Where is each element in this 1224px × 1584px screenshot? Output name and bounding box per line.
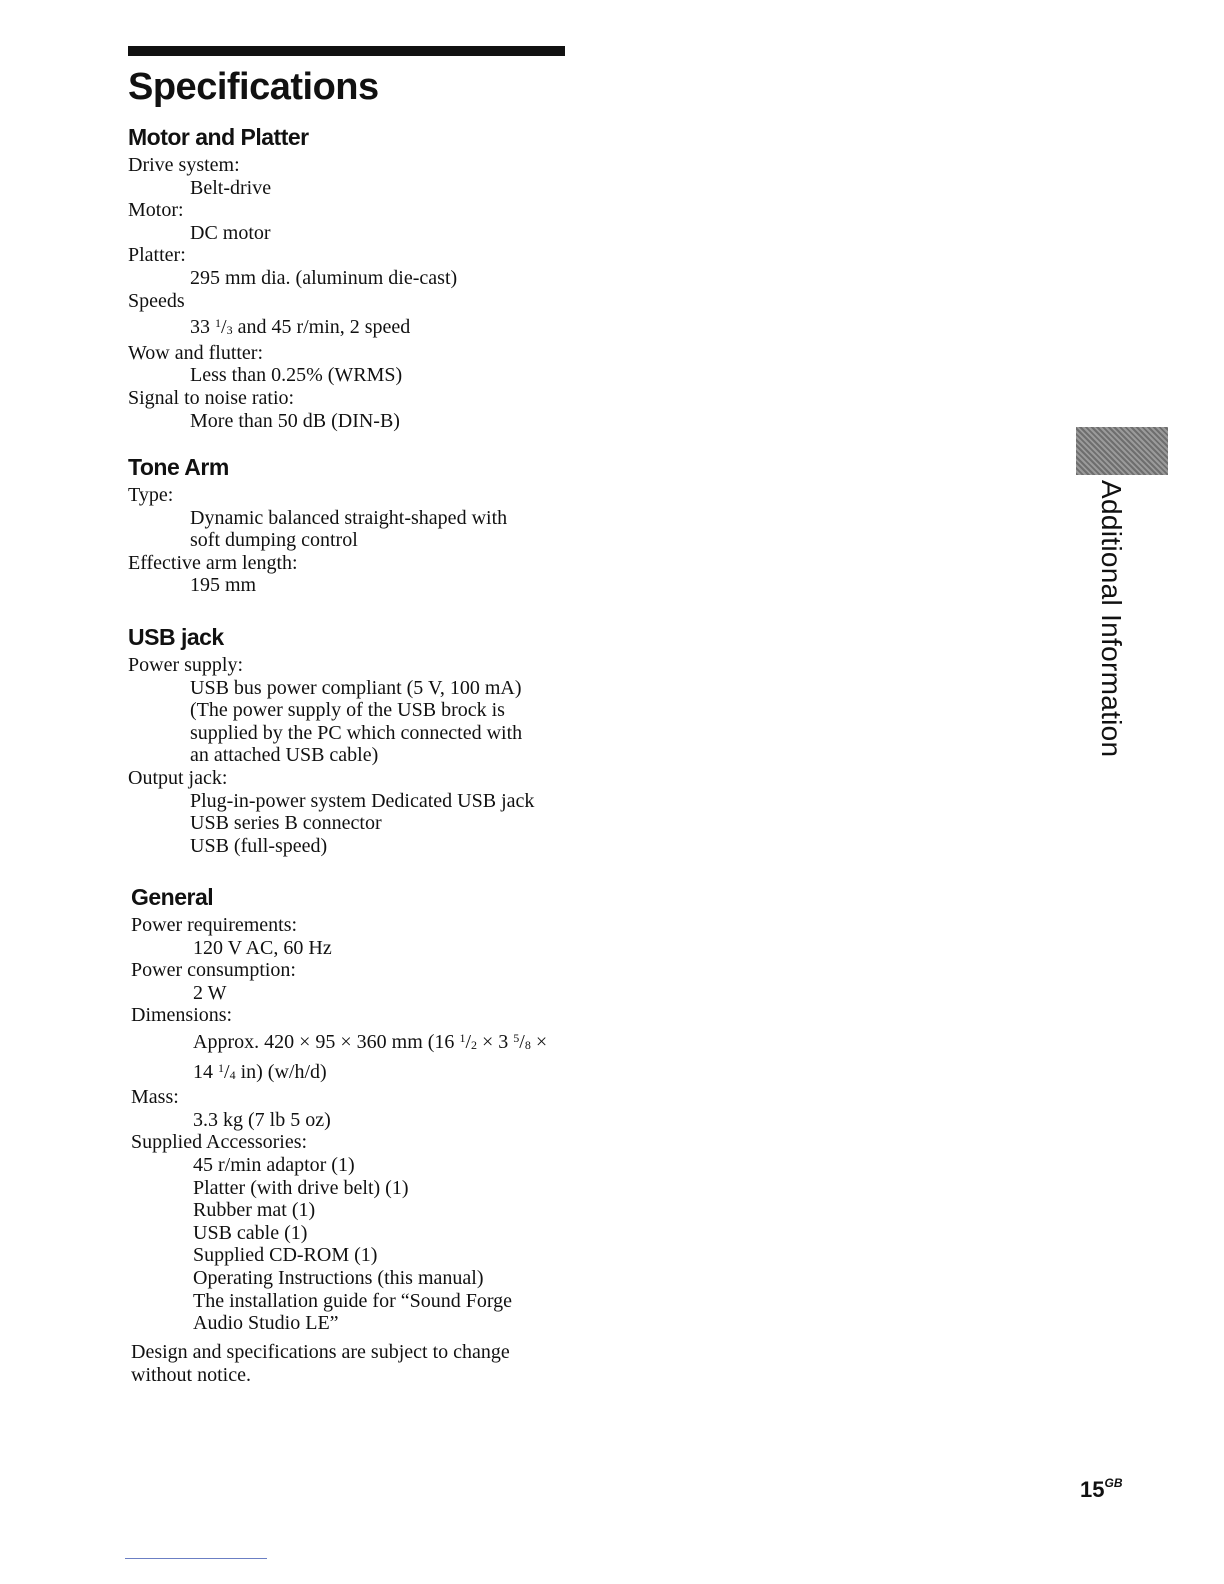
spec-label: Output jack: [128, 766, 228, 789]
value-part: × 3 [477, 1030, 514, 1053]
spec-label: Supplied Accessories: [131, 1131, 308, 1154]
spec-value: USB (full-speed) [190, 834, 328, 857]
page-title: Specifications [128, 66, 379, 108]
spec-label: Wow and flutter: [128, 341, 264, 364]
page-number-suffix: GB [1104, 1476, 1123, 1490]
spec-value: DC motor [190, 221, 271, 244]
spec-label: Mass: [131, 1086, 179, 1109]
section-general [131, 882, 601, 1335]
spec-value: 2 W [193, 981, 227, 1004]
value-part: and 45 r/min, 2 speed [232, 316, 411, 339]
page-number [1080, 1476, 1122, 1503]
spec-value: 120 V AC, 60 Hz [193, 936, 332, 959]
spec-label: Drive system: [128, 154, 240, 176]
disclaimer-note [131, 1341, 571, 1386]
spec-value: USB bus power compliant (5 V, 100 mA) [190, 676, 522, 699]
title-rule [128, 46, 565, 56]
page-number-value: 15 [1080, 1477, 1105, 1502]
fraction-denominator: 8 [524, 1037, 531, 1052]
fraction-denominator: 2 [471, 1037, 477, 1052]
value-part: 33 [190, 316, 215, 339]
section-heading: Tone Arm [128, 454, 229, 480]
side-tab-label: Additional Information [1096, 480, 1127, 758]
spec-label: Effective arm length: [128, 551, 298, 574]
spec-value: (The power supply of the USB brock is [190, 699, 505, 722]
value-part: in) (w/h/d) [235, 1060, 327, 1083]
section-tab-marker [1076, 427, 1168, 475]
spec-value: 295 mm dia. (aluminum die-cast) [190, 266, 458, 289]
spec-value: Plug-in-power system Dedicated USB jack [190, 789, 535, 812]
bottom-rule [125, 1558, 267, 1559]
section-heading: USB jack [128, 624, 224, 650]
section-heading: Motor and Platter [128, 124, 309, 150]
accessory-item: Audio Studio LE” [193, 1312, 339, 1335]
accessory-item: USB cable (1) [193, 1221, 308, 1244]
value-part: 14 [193, 1060, 218, 1083]
section-heading: General [131, 884, 214, 910]
spec-value: Dynamic balanced straight-shaped with [190, 506, 508, 529]
spec-label: Dimensions: [131, 1004, 233, 1027]
accessory-item: 45 r/min adaptor (1) [193, 1153, 355, 1176]
accessory-item: Rubber mat (1) [193, 1199, 316, 1222]
spec-value-dimensions: Approx. 420 × 95 × 360 mm (16 $^1$/2 × 3 $^5$/8 × [193, 1030, 548, 1053]
accessory-item: Supplied CD-ROM (1) [193, 1244, 378, 1267]
accessory-item: The installation guide for “Sound Forge [193, 1289, 513, 1312]
fraction-numerator: 1 [459, 1030, 466, 1045]
spec-label: Power supply: [128, 654, 243, 676]
accessory-item: Operating Instructions (this manual) [193, 1266, 484, 1289]
fraction-denominator: 4 [229, 1067, 236, 1082]
spec-label: Speeds [128, 289, 185, 312]
fraction-denominator: 3 [226, 323, 233, 338]
section-tone-arm [128, 452, 598, 597]
fraction-numerator: 1 [218, 1060, 224, 1075]
spec-value: supplied by the PC which connected with [190, 721, 523, 744]
spec-label: Type: [128, 484, 174, 506]
section-motor-and-platter [128, 122, 598, 432]
spec-label: Power requirements: [131, 914, 298, 936]
value-part: × [530, 1030, 548, 1053]
spec-value: soft dumping control [190, 529, 358, 552]
spec-label: Platter: [128, 244, 186, 267]
spec-label: Motor: [128, 199, 184, 222]
spec-value: an attached USB cable) [190, 744, 379, 767]
fraction-numerator: 5 [513, 1030, 520, 1045]
spec-value: Less than 0.25% (WRMS) [190, 364, 403, 387]
spec-label: Power consumption: [131, 959, 296, 982]
note-line: Design and specifications are subject to change [131, 1341, 510, 1363]
spec-value: 195 mm [190, 574, 257, 597]
value-part: Approx. 420 × 95 × 360 mm (16 [193, 1030, 460, 1053]
spec-value: 3.3 kg (7 lb 5 oz) [193, 1108, 331, 1131]
section-usb-jack [128, 622, 598, 857]
spec-value-dimensions-cont: 14 $^1$/4 in) (w/h/d) [193, 1060, 327, 1083]
accessory-item: Platter (with drive belt) (1) [193, 1176, 409, 1199]
spec-value: USB series B connector [190, 812, 382, 835]
spec-value: More than 50 dB (DIN-B) [190, 409, 400, 432]
note-line: without notice. [131, 1363, 251, 1386]
spec-value: Belt-drive [190, 176, 272, 199]
spec-label: Signal to noise ratio: [128, 386, 295, 409]
spec-value-speeds: 33 $^1$/3 and 45 r/min, 2 speed [190, 316, 411, 339]
fraction-numerator: 1 [215, 316, 221, 331]
